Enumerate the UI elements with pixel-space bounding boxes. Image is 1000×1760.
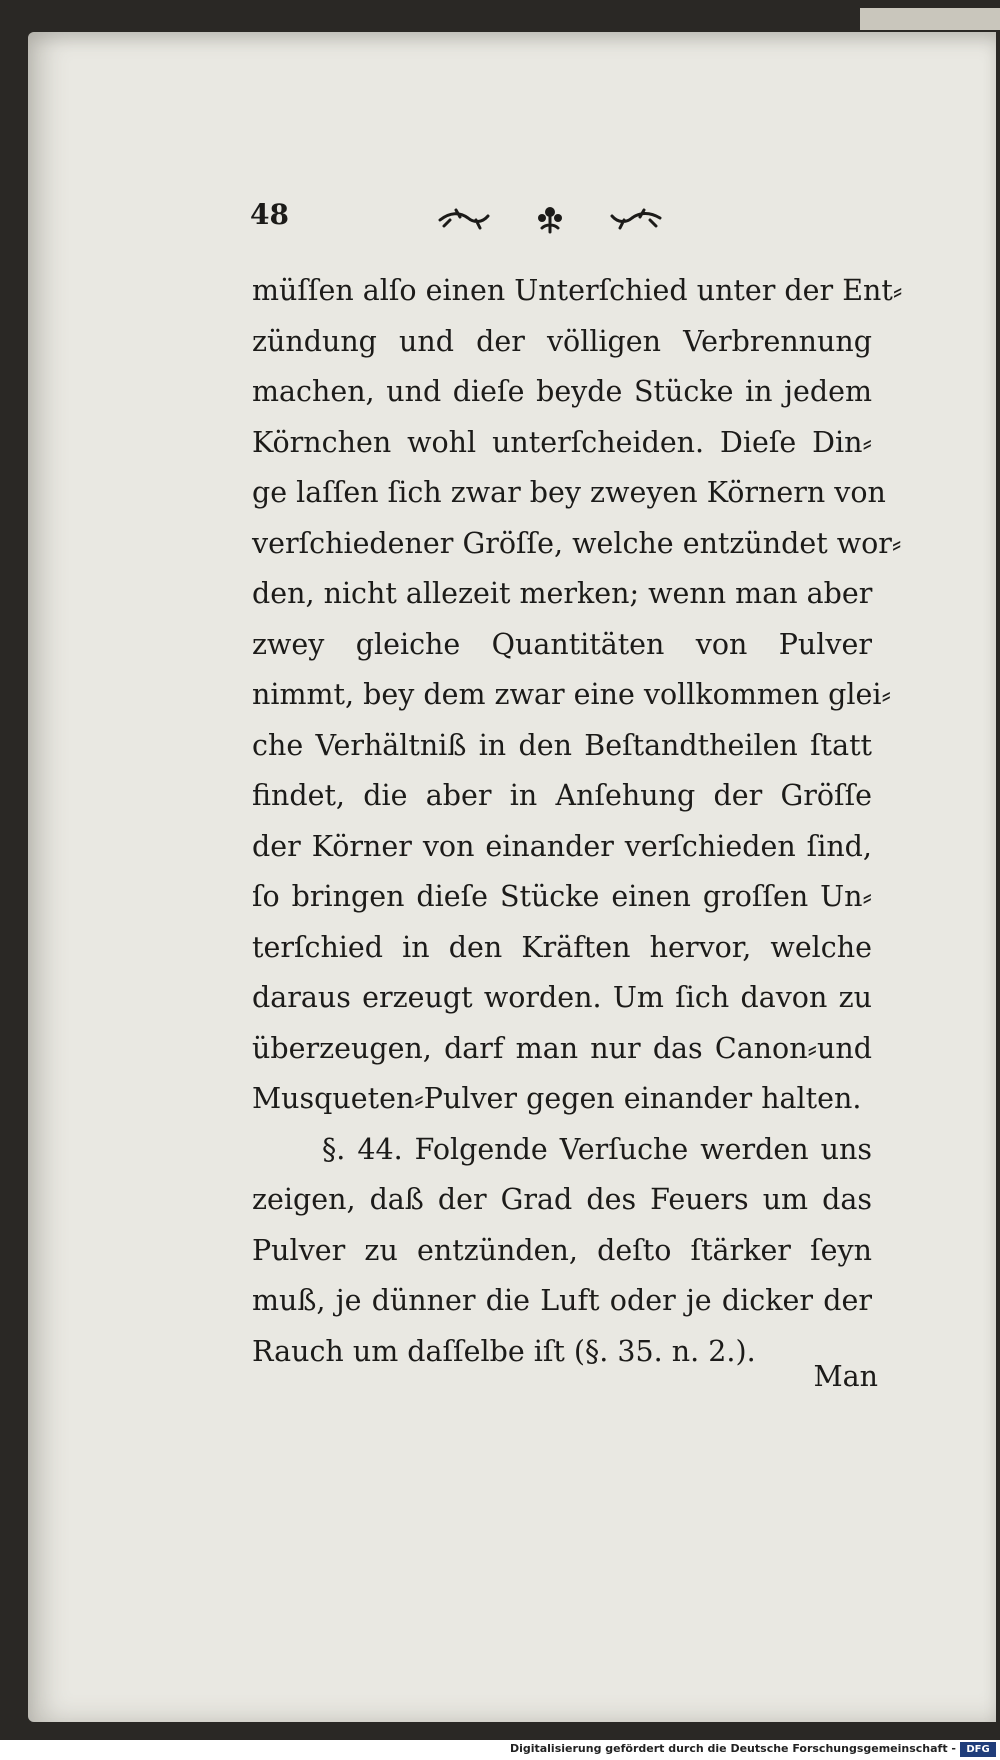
text-line: verſchiedener Gröſſe, welche entzündet wor⸗ <box>252 526 902 560</box>
text-line: ſo bringen dieſe Stücke einen groſſen Un⸗ <box>252 880 872 913</box>
text-line: Pulver zu entzünden, deſto ſtärker ſeyn <box>252 1233 872 1267</box>
headpiece-ornament-icon <box>430 198 670 238</box>
text-line: den, nicht allezeit merken; wenn man aber <box>252 577 873 610</box>
text-line: Körnchen wohl unterſcheiden. Dieſe Din⸗ <box>252 425 872 459</box>
text-line: müſſen alſo einen Unterſchied unter der Ent⸗ <box>252 274 903 307</box>
text-line: che Verhältniß in den Beſtandtheilen ſtatt <box>252 728 872 762</box>
text-line: Musqueten⸗Pulver gegen einander halten. <box>252 1082 862 1115</box>
text-line: daraus erzeugt worden. Um ſich davon zu <box>252 981 872 1014</box>
funding-credit: Digitalisierung gefördert durch die Deutsche Forschungsgemeinschaft - <box>509 1742 956 1755</box>
text-line: Rauch um daſſelbe iſt (§. 35. n. 2.). <box>252 1334 756 1368</box>
color-strip <box>860 8 1000 30</box>
text-line: ge laſſen ſich zwar bey zweyen Körnern von <box>252 476 886 509</box>
text-line: terſchied in den Kräften hervor, welche <box>252 930 872 964</box>
text-line: nimmt, bey dem zwar eine vollkommen glei⸗ <box>252 678 891 711</box>
text-line: machen, und dieſe beyde Stücke in jedem <box>252 375 872 408</box>
dfg-logo: DFG <box>960 1742 996 1757</box>
text-line: zündung und der völligen Verbrennung <box>252 324 872 358</box>
text-line: überzeugen, darf man nur das Canon⸗und <box>252 1031 872 1065</box>
catchword: Man <box>813 1360 878 1393</box>
digitization-footer <box>0 1740 1000 1760</box>
text-line: findet, die aber in Anſehung der Gröſſe <box>252 779 872 812</box>
section-start-line: §. 44. Folgende Verſuche werden uns <box>322 1132 872 1166</box>
text-line: zeigen, daß der Grad des Feuers um das <box>252 1183 872 1216</box>
page-number: 48 <box>250 198 289 231</box>
running-head <box>250 198 680 238</box>
text-line: der Körner von einander verſchieden ſind, <box>252 829 872 863</box>
body-text <box>252 266 903 1377</box>
text-line: zwey gleiche Quantitäten von Pulver <box>252 627 872 661</box>
text-line: muß, je dünner die Luft oder je dicker der <box>252 1284 872 1317</box>
